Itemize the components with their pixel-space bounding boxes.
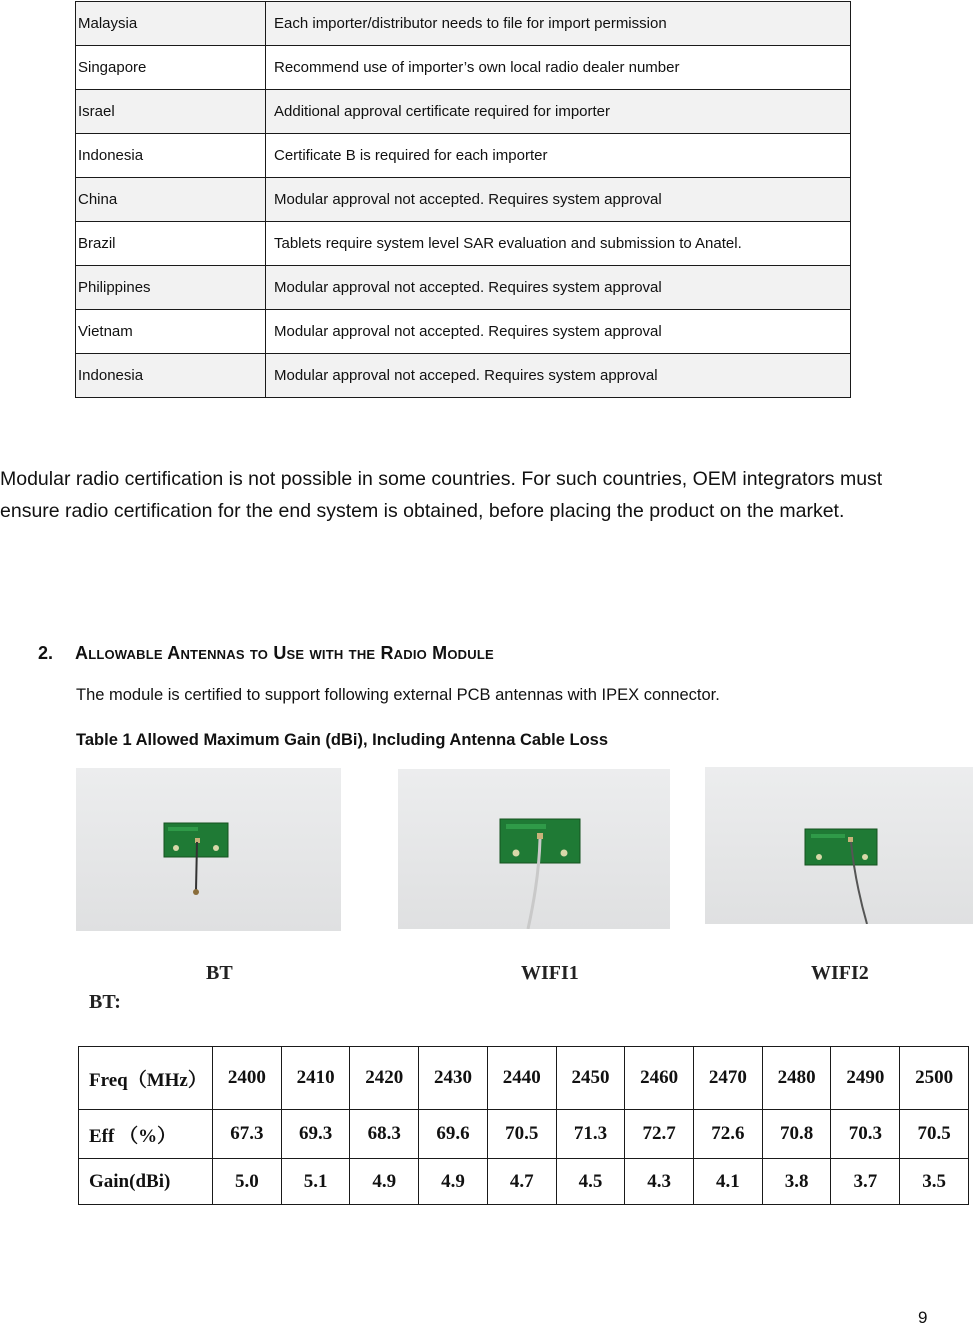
eff-cell: 70.3 [831,1110,900,1159]
gain-cell: 4.9 [350,1159,419,1205]
gain-cell: 4.7 [487,1159,556,1205]
freq-cell: 2490 [831,1047,900,1110]
freq-cell: 2440 [487,1047,556,1110]
gain-cell: 4.3 [625,1159,694,1205]
country-cell: Indonesia [76,134,266,178]
certification-paragraph: Modular radio certification is not possible in some countries. For such countries, OEM integrators must ensure radio certification for the end system is obtained, before placing the product on the market. [0,468,883,522]
freq-row [79,1047,969,1110]
freq-cell: 2430 [419,1047,488,1110]
section-intro: The module is certified to support following external PCB antennas with IPEX connector. [76,686,720,704]
gain-cell: 3.5 [900,1159,969,1205]
row-header: Freq（MHz） [79,1047,213,1110]
country-cell: China [76,178,266,222]
eff-cell: 72.6 [694,1110,763,1159]
country-cell: Brazil [76,222,266,266]
freq-cell: 2400 [213,1047,282,1110]
pcb-antenna-icon [398,769,670,929]
table-caption: Table 1 Allowed Maximum Gain (dBi), Including Antenna Cable Loss [76,731,609,749]
gain-cell: 5.0 [213,1159,282,1205]
country-cell: Israel [76,90,266,134]
gain-cell: 4.9 [419,1159,488,1205]
table-row [76,310,851,354]
wifi2-antenna-photo [705,767,973,924]
gain-cell: 3.8 [762,1159,831,1205]
freq-cell: 2450 [556,1047,625,1110]
section-number: 2. [38,643,54,663]
eff-cell: 71.3 [556,1110,625,1159]
section-title: Allowable Antennas to Use with the Radio Module [75,643,494,663]
table-row [76,266,851,310]
requirement-cell: Modular approval not acceped. Requires system approval [266,354,851,398]
gain-cell: 4.5 [556,1159,625,1205]
gain-row [79,1159,969,1205]
pcb-antenna-icon [705,767,973,924]
eff-cell: 69.3 [281,1110,350,1159]
row-header: Eff （%） [79,1110,213,1159]
eff-cell: 67.3 [213,1110,282,1159]
country-cell: Philippines [76,266,266,310]
section-heading [38,643,494,664]
eff-cell: 72.7 [625,1110,694,1159]
freq-cell: 2410 [281,1047,350,1110]
country-cell: Malaysia [76,2,266,46]
freq-cell: 2470 [694,1047,763,1110]
country-requirements-table [75,1,851,398]
requirement-cell: Modular approval not accepted. Requires system approval [266,310,851,354]
eff-cell: 69.6 [419,1110,488,1159]
requirement-cell: Certificate B is required for each importer [266,134,851,178]
requirement-cell: Tablets require system level SAR evaluation and submission to Anatel. [266,222,851,266]
table-row [76,354,851,398]
wifi1-label: WIFI1 [521,962,579,984]
bt-gain-table [78,1046,969,1205]
table-row [76,178,851,222]
page-number: 9 [918,1308,928,1327]
row-header: Gain(dBi) [79,1159,213,1205]
freq-cell: 2500 [900,1047,969,1110]
eff-cell: 70.8 [762,1110,831,1159]
bt-table-heading: BT: [89,991,121,1013]
pcb-antenna-icon [76,768,341,931]
country-cell: Indonesia [76,354,266,398]
requirement-cell: Modular approval not accepted. Requires system approval [266,178,851,222]
requirement-cell: Additional approval certificate required for importer [266,90,851,134]
wifi1-antenna-photo [398,769,670,929]
freq-cell: 2480 [762,1047,831,1110]
bt-antenna-photo [76,768,341,931]
table-row [76,46,851,90]
table-row [76,222,851,266]
eff-cell: 68.3 [350,1110,419,1159]
bt-label: BT [206,962,233,984]
wifi2-label: WIFI2 [811,962,869,984]
freq-cell: 2420 [350,1047,419,1110]
gain-cell: 3.7 [831,1159,900,1205]
requirement-cell: Recommend use of importer’s own local radio dealer number [266,46,851,90]
gain-cell: 4.1 [694,1159,763,1205]
country-cell: Vietnam [76,310,266,354]
eff-row [79,1110,969,1159]
eff-cell: 70.5 [900,1110,969,1159]
eff-cell: 70.5 [487,1110,556,1159]
table-row [76,2,851,46]
table-row [76,134,851,178]
freq-cell: 2460 [625,1047,694,1110]
gain-cell: 5.1 [281,1159,350,1205]
table-row [76,90,851,134]
requirement-cell: Each importer/distributor needs to file for import permission [266,2,851,46]
country-cell: Singapore [76,46,266,90]
requirement-cell: Modular approval not accepted. Requires system approval [266,266,851,310]
